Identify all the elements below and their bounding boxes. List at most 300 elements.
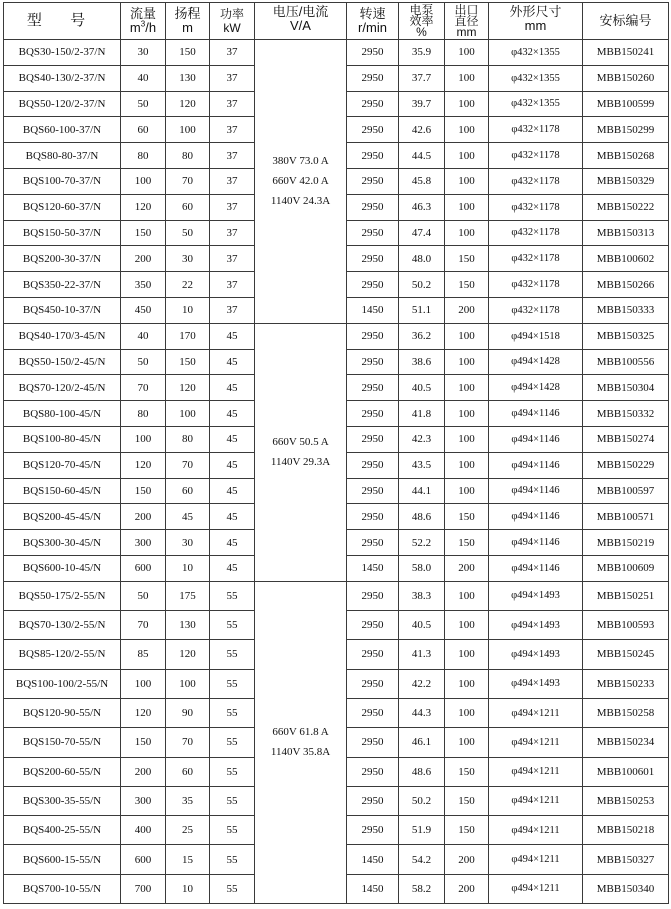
cell-flow: 40: [121, 323, 166, 349]
cell-flow: 70: [121, 375, 166, 401]
cell-speed: 2950: [347, 117, 399, 143]
cell-power: 45: [210, 349, 255, 375]
voltage-current-line: 660V 50.5 A: [272, 436, 329, 449]
cell-speed: 2950: [347, 143, 399, 169]
cell-head: 130: [166, 65, 210, 91]
cell-efficiency: 51.9: [399, 816, 445, 845]
cell-cert-number: MBB100593: [583, 611, 669, 640]
cell-efficiency: 42.3: [399, 426, 445, 452]
cell-power: 37: [210, 65, 255, 91]
cell-speed: 2950: [347, 669, 399, 698]
cell-dimensions: φ494×1211: [489, 698, 583, 727]
cell-outlet-diameter: 150: [445, 272, 489, 298]
cell-speed: 2950: [347, 816, 399, 845]
cell-outlet-diameter: 100: [445, 40, 489, 66]
cell-power: 45: [210, 426, 255, 452]
cell-efficiency: 48.0: [399, 246, 445, 272]
cell-head: 22: [166, 272, 210, 298]
table-row: [4, 40, 669, 66]
cell-head: 130: [166, 611, 210, 640]
cell-head: 100: [166, 401, 210, 427]
cell-outlet-diameter: 100: [445, 323, 489, 349]
cell-dimensions: φ494×1493: [489, 611, 583, 640]
cell-head: 30: [166, 530, 210, 556]
cell-cert-number: MBB150274: [583, 426, 669, 452]
cell-power: 55: [210, 611, 255, 640]
cell-speed: 2950: [347, 168, 399, 194]
cell-flow: 120: [121, 452, 166, 478]
cell-efficiency: 44.1: [399, 478, 445, 504]
cell-dimensions: φ494×1493: [489, 669, 583, 698]
cell-flow: 40: [121, 65, 166, 91]
cell-flow: 85: [121, 640, 166, 669]
cell-flow: 60: [121, 117, 166, 143]
group-55kw: [4, 581, 669, 903]
cell-model: BQS60-100-37/N: [4, 117, 121, 143]
cell-flow: 300: [121, 530, 166, 556]
cell-head: 60: [166, 757, 210, 786]
cell-flow: 50: [121, 91, 166, 117]
cell-dimensions: φ432×1178: [489, 143, 583, 169]
cell-head: 70: [166, 168, 210, 194]
cell-head: 175: [166, 581, 210, 610]
cell-model: BQS50-120/2-37/N: [4, 91, 121, 117]
cell-outlet-diameter: 100: [445, 194, 489, 220]
cell-efficiency: 48.6: [399, 757, 445, 786]
cell-dimensions: φ494×1518: [489, 323, 583, 349]
group-45kw: [4, 323, 669, 581]
cell-model: BQS200-60-55/N: [4, 757, 121, 786]
cell-dimensions: φ494×1493: [489, 640, 583, 669]
cell-model: BQS300-35-55/N: [4, 786, 121, 815]
cell-flow: 100: [121, 168, 166, 194]
cell-cert-number: MBB150304: [583, 375, 669, 401]
cell-dimensions: φ432×1178: [489, 220, 583, 246]
cell-model: BQS100-80-45/N: [4, 426, 121, 452]
table-row: [4, 323, 669, 349]
cell-efficiency: 48.6: [399, 504, 445, 530]
cell-flow: 400: [121, 816, 166, 845]
cell-cert-number: MBB150218: [583, 816, 669, 845]
cell-power: 55: [210, 757, 255, 786]
cell-speed: 2950: [347, 757, 399, 786]
cell-efficiency: 42.6: [399, 117, 445, 143]
cell-cert-number: MBB100602: [583, 246, 669, 272]
cell-efficiency: 44.3: [399, 698, 445, 727]
cell-cert-number: MBB150268: [583, 143, 669, 169]
cell-head: 100: [166, 669, 210, 698]
cell-outlet-diameter: 100: [445, 698, 489, 727]
cell-power: 55: [210, 874, 255, 903]
voltage-current-line: 1140V 24.3A: [270, 195, 331, 208]
cell-head: 70: [166, 452, 210, 478]
cell-head: 15: [166, 845, 210, 874]
header-outlet: 出口 直径 mm: [445, 3, 489, 40]
cell-outlet-diameter: 100: [445, 611, 489, 640]
cell-model: BQS350-22-37/N: [4, 272, 121, 298]
cell-power: 55: [210, 581, 255, 610]
cell-efficiency: 50.2: [399, 786, 445, 815]
cell-dimensions: φ494×1211: [489, 786, 583, 815]
cell-dimensions: φ432×1355: [489, 40, 583, 66]
cell-model: BQS600-15-55/N: [4, 845, 121, 874]
cell-cert-number: MBB100556: [583, 349, 669, 375]
cell-model: BQS120-70-45/N: [4, 452, 121, 478]
header-voltage: 电压/电流 V/A: [255, 3, 347, 40]
cell-flow: 300: [121, 786, 166, 815]
cell-dimensions: φ494×1211: [489, 874, 583, 903]
cell-model: BQS150-60-45/N: [4, 478, 121, 504]
cell-flow: 600: [121, 555, 166, 581]
cell-efficiency: 47.4: [399, 220, 445, 246]
header-head: 扬程 m: [166, 3, 210, 40]
cell-dimensions: φ494×1493: [489, 581, 583, 610]
cell-power: 37: [210, 272, 255, 298]
cell-power: 37: [210, 168, 255, 194]
cell-dimensions: φ494×1211: [489, 728, 583, 757]
cell-model: BQS50-150/2-45/N: [4, 349, 121, 375]
cell-efficiency: 50.2: [399, 272, 445, 298]
cell-flow: 200: [121, 757, 166, 786]
cell-head: 10: [166, 874, 210, 903]
cell-flow: 700: [121, 874, 166, 903]
cell-speed: 2950: [347, 640, 399, 669]
cell-outlet-diameter: 100: [445, 375, 489, 401]
pump-spec-table: [3, 2, 669, 904]
cell-speed: 2950: [347, 40, 399, 66]
cell-efficiency: 41.3: [399, 640, 445, 669]
cell-model: BQS80-80-37/N: [4, 143, 121, 169]
cell-dimensions: φ432×1178: [489, 168, 583, 194]
cell-outlet-diameter: 100: [445, 117, 489, 143]
cell-dimensions: φ494×1211: [489, 845, 583, 874]
cell-model: BQS600-10-45/N: [4, 555, 121, 581]
cell-flow: 200: [121, 504, 166, 530]
cell-dimensions: φ432×1355: [489, 91, 583, 117]
cell-speed: 2950: [347, 581, 399, 610]
cell-dimensions: φ494×1146: [489, 452, 583, 478]
cell-outlet-diameter: 150: [445, 816, 489, 845]
cell-dimensions: φ494×1146: [489, 555, 583, 581]
cell-voltage-current: [255, 323, 347, 581]
cell-cert-number: MBB150329: [583, 168, 669, 194]
cell-cert-number: MBB100601: [583, 757, 669, 786]
cell-power: 37: [210, 220, 255, 246]
cell-model: BQS200-45-45/N: [4, 504, 121, 530]
cell-speed: 2950: [347, 349, 399, 375]
header-dimensions: 外形尺寸 mm: [489, 3, 583, 40]
cell-model: BQS120-60-37/N: [4, 194, 121, 220]
header-efficiency: 电泵 效率 %: [399, 3, 445, 40]
cell-head: 120: [166, 375, 210, 401]
cell-head: 45: [166, 504, 210, 530]
cell-outlet-diameter: 100: [445, 401, 489, 427]
cell-flow: 100: [121, 669, 166, 698]
cell-cert-number: MBB150299: [583, 117, 669, 143]
cell-speed: 2950: [347, 401, 399, 427]
cell-voltage-current: [255, 581, 347, 903]
cell-efficiency: 39.7: [399, 91, 445, 117]
cell-model: BQS80-100-45/N: [4, 401, 121, 427]
cell-head: 60: [166, 478, 210, 504]
cell-model: BQS70-130/2-55/N: [4, 611, 121, 640]
cell-dimensions: φ494×1146: [489, 478, 583, 504]
cell-cert-number: MBB150325: [583, 323, 669, 349]
cell-cert-number: MBB150222: [583, 194, 669, 220]
cell-outlet-diameter: 150: [445, 530, 489, 556]
cell-speed: 2950: [347, 728, 399, 757]
cell-efficiency: 40.5: [399, 375, 445, 401]
cell-head: 10: [166, 297, 210, 323]
cell-head: 10: [166, 555, 210, 581]
cell-efficiency: 46.1: [399, 728, 445, 757]
cell-efficiency: 40.5: [399, 611, 445, 640]
cell-power: 37: [210, 40, 255, 66]
cell-dimensions: φ494×1428: [489, 375, 583, 401]
cell-power: 55: [210, 845, 255, 874]
cell-speed: 2950: [347, 375, 399, 401]
cell-cert-number: MBB150260: [583, 65, 669, 91]
cell-cert-number: MBB150333: [583, 297, 669, 323]
cell-power: 45: [210, 401, 255, 427]
cell-flow: 450: [121, 297, 166, 323]
cell-cert-number: MBB100609: [583, 555, 669, 581]
cell-outlet-diameter: 100: [445, 168, 489, 194]
header-power: 功率 kW: [210, 3, 255, 40]
cell-outlet-diameter: 150: [445, 757, 489, 786]
cell-speed: 2950: [347, 272, 399, 298]
cell-efficiency: 46.3: [399, 194, 445, 220]
cell-head: 80: [166, 143, 210, 169]
cell-cert-number: MBB150251: [583, 581, 669, 610]
cell-speed: 1450: [347, 555, 399, 581]
cell-outlet-diameter: 150: [445, 504, 489, 530]
cell-speed: 2950: [347, 452, 399, 478]
cell-cert-number: MBB150313: [583, 220, 669, 246]
cell-dimensions: φ432×1178: [489, 297, 583, 323]
cell-efficiency: 44.5: [399, 143, 445, 169]
cell-cert-number: MBB150245: [583, 640, 669, 669]
cell-power: 37: [210, 91, 255, 117]
cell-head: 120: [166, 91, 210, 117]
cell-efficiency: 58.0: [399, 555, 445, 581]
cell-power: 45: [210, 452, 255, 478]
cell-speed: 2950: [347, 426, 399, 452]
cell-outlet-diameter: 200: [445, 297, 489, 323]
cell-dimensions: φ432×1178: [489, 117, 583, 143]
cell-power: 45: [210, 323, 255, 349]
cell-outlet-diameter: 100: [445, 91, 489, 117]
cell-outlet-diameter: 150: [445, 246, 489, 272]
cell-power: 55: [210, 728, 255, 757]
voltage-current-line: 1140V 29.3A: [270, 456, 331, 469]
cell-speed: 2950: [347, 530, 399, 556]
cell-head: 70: [166, 728, 210, 757]
cell-efficiency: 38.3: [399, 581, 445, 610]
cell-flow: 150: [121, 478, 166, 504]
cell-power: 37: [210, 143, 255, 169]
cell-flow: 150: [121, 728, 166, 757]
cell-model: BQS400-25-55/N: [4, 816, 121, 845]
cell-outlet-diameter: 200: [445, 845, 489, 874]
cell-cert-number: MBB150219: [583, 530, 669, 556]
cell-outlet-diameter: 200: [445, 555, 489, 581]
cell-flow: 80: [121, 401, 166, 427]
cell-power: 55: [210, 698, 255, 727]
cell-power: 45: [210, 555, 255, 581]
cell-flow: 600: [121, 845, 166, 874]
cell-dimensions: φ432×1355: [489, 65, 583, 91]
cell-cert-number: MBB150234: [583, 728, 669, 757]
cell-model: BQS200-30-37/N: [4, 246, 121, 272]
cell-power: 55: [210, 816, 255, 845]
cell-efficiency: 52.2: [399, 530, 445, 556]
cell-flow: 50: [121, 581, 166, 610]
cell-model: BQS30-150/2-37/N: [4, 40, 121, 66]
cell-efficiency: 51.1: [399, 297, 445, 323]
cell-power: 45: [210, 504, 255, 530]
cell-speed: 2950: [347, 194, 399, 220]
cell-outlet-diameter: 100: [445, 581, 489, 610]
cell-flow: 70: [121, 611, 166, 640]
cell-model: BQS85-120/2-55/N: [4, 640, 121, 669]
voltage-current-line: 380V 73.0 A: [272, 155, 329, 168]
cell-model: BQS450-10-37/N: [4, 297, 121, 323]
cell-outlet-diameter: 200: [445, 874, 489, 903]
cell-dimensions: φ494×1428: [489, 349, 583, 375]
cell-head: 170: [166, 323, 210, 349]
cell-flow: 50: [121, 349, 166, 375]
cell-speed: 1450: [347, 874, 399, 903]
cell-head: 100: [166, 117, 210, 143]
voltage-current-line: 660V 42.0 A: [272, 175, 329, 188]
cell-model: BQS150-70-55/N: [4, 728, 121, 757]
cell-cert-number: MBB150253: [583, 786, 669, 815]
cell-speed: 1450: [347, 297, 399, 323]
cell-head: 25: [166, 816, 210, 845]
cell-flow: 200: [121, 246, 166, 272]
group-37kw: [4, 40, 669, 324]
cell-outlet-diameter: 150: [445, 786, 489, 815]
cell-dimensions: φ494×1146: [489, 426, 583, 452]
cell-cert-number: MBB150229: [583, 452, 669, 478]
cell-dimensions: φ494×1211: [489, 757, 583, 786]
cell-outlet-diameter: 100: [445, 669, 489, 698]
cell-speed: 2950: [347, 220, 399, 246]
cell-power: 55: [210, 669, 255, 698]
cell-model: BQS100-100/2-55/N: [4, 669, 121, 698]
cell-speed: 2950: [347, 611, 399, 640]
cell-power: 37: [210, 117, 255, 143]
cell-model: BQS40-130/2-37/N: [4, 65, 121, 91]
cell-cert-number: MBB150266: [583, 272, 669, 298]
cell-outlet-diameter: 100: [445, 728, 489, 757]
cell-model: BQS70-120/2-45/N: [4, 375, 121, 401]
header-flow: 流量 $m^3/h$: [121, 3, 166, 40]
cell-flow: 30: [121, 40, 166, 66]
cell-dimensions: φ432×1178: [489, 246, 583, 272]
cell-head: 60: [166, 194, 210, 220]
cell-cert-number: MBB100597: [583, 478, 669, 504]
cell-cert-number: MBB100571: [583, 504, 669, 530]
cell-speed: 2950: [347, 246, 399, 272]
cell-flow: 120: [121, 194, 166, 220]
cell-efficiency: 36.2: [399, 323, 445, 349]
cell-speed: 2950: [347, 91, 399, 117]
cell-head: 150: [166, 40, 210, 66]
cell-cert-number: MBB150340: [583, 874, 669, 903]
cell-cert-number: MBB150233: [583, 669, 669, 698]
cell-power: 45: [210, 530, 255, 556]
header-model: 型 号: [4, 3, 121, 40]
cell-head: 150: [166, 349, 210, 375]
cell-efficiency: 54.2: [399, 845, 445, 874]
cell-cert-number: MBB150332: [583, 401, 669, 427]
header-speed: 转速 r/min: [347, 3, 399, 40]
cell-dimensions: φ494×1211: [489, 816, 583, 845]
cell-efficiency: 41.8: [399, 401, 445, 427]
cell-head: 30: [166, 246, 210, 272]
cell-efficiency: 58.2: [399, 874, 445, 903]
cell-head: 80: [166, 426, 210, 452]
cell-power: 37: [210, 194, 255, 220]
cell-model: BQS150-50-37/N: [4, 220, 121, 246]
cell-efficiency: 43.5: [399, 452, 445, 478]
cell-voltage-current: [255, 40, 347, 324]
cell-outlet-diameter: 100: [445, 426, 489, 452]
cell-cert-number: MBB150258: [583, 698, 669, 727]
cell-model: BQS50-175/2-55/N: [4, 581, 121, 610]
cell-speed: 2950: [347, 65, 399, 91]
cell-outlet-diameter: 100: [445, 143, 489, 169]
cell-outlet-diameter: 100: [445, 640, 489, 669]
cell-cert-number: MBB150241: [583, 40, 669, 66]
cell-speed: 1450: [347, 845, 399, 874]
cell-outlet-diameter: 100: [445, 349, 489, 375]
cell-outlet-diameter: 100: [445, 478, 489, 504]
cell-efficiency: 37.7: [399, 65, 445, 91]
cell-efficiency: 45.8: [399, 168, 445, 194]
header-cert: 安标编号: [583, 3, 669, 40]
cell-model: BQS100-70-37/N: [4, 168, 121, 194]
cell-flow: 150: [121, 220, 166, 246]
cell-cert-number: MBB150327: [583, 845, 669, 874]
voltage-current-line: 660V 61.8 A: [272, 726, 329, 739]
cell-model: BQS700-10-55/N: [4, 874, 121, 903]
cell-flow: 120: [121, 698, 166, 727]
voltage-current-line: 1140V 35.8A: [270, 746, 331, 759]
cell-dimensions: φ494×1146: [489, 530, 583, 556]
cell-model: BQS300-30-45/N: [4, 530, 121, 556]
cell-efficiency: 42.2: [399, 669, 445, 698]
table-header: [4, 3, 669, 40]
table-row: [4, 581, 669, 610]
cell-speed: 2950: [347, 323, 399, 349]
cell-efficiency: 38.6: [399, 349, 445, 375]
cell-dimensions: φ432×1178: [489, 194, 583, 220]
cell-head: 120: [166, 640, 210, 669]
cell-power: 37: [210, 297, 255, 323]
cell-model: BQS120-90-55/N: [4, 698, 121, 727]
cell-speed: 2950: [347, 478, 399, 504]
cell-cert-number: MBB100599: [583, 91, 669, 117]
cell-speed: 2950: [347, 504, 399, 530]
cell-head: 90: [166, 698, 210, 727]
cell-model: BQS40-170/3-45/N: [4, 323, 121, 349]
cell-flow: 350: [121, 272, 166, 298]
cell-outlet-diameter: 100: [445, 452, 489, 478]
cell-outlet-diameter: 100: [445, 65, 489, 91]
